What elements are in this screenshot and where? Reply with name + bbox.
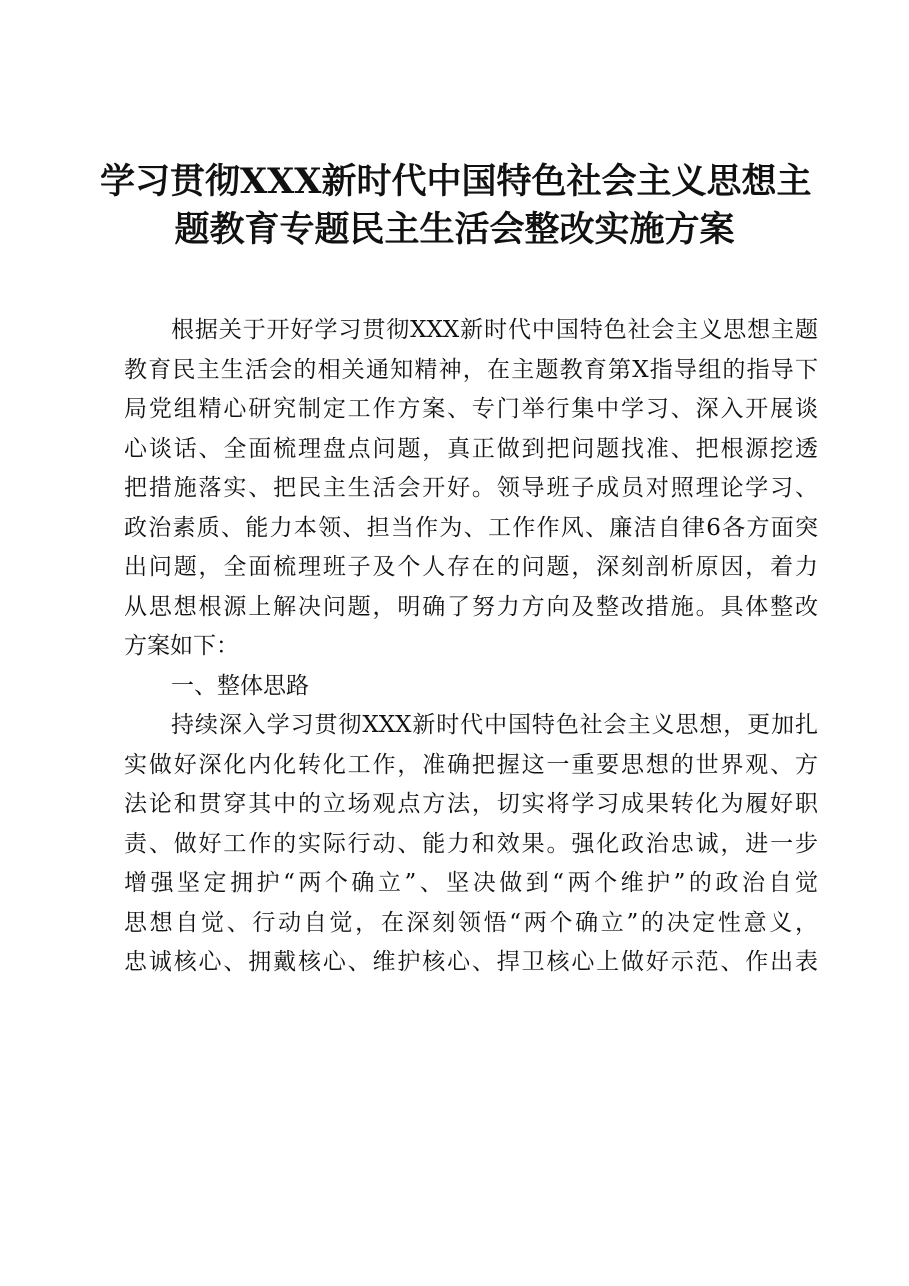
- document-body: [124, 311, 818, 983]
- intro-paragraph: [124, 311, 818, 667]
- text-line: 从思想根源上解决问题，明确了努力方向及整改措施。具体整改: [124, 593, 818, 620]
- text-line: 教育民主生活会的相关通知精神，在主题教育第X指导组的指导下: [124, 356, 818, 383]
- section-1-paragraph: [124, 706, 818, 983]
- text-line: 持续深入学习贯彻XXX新时代中国特色社会主义思想，更加扎: [171, 712, 818, 738]
- text-line: 出问题，全面梳理班子及个人存在的问题，深刻剖析原因，着力: [124, 554, 818, 580]
- text-line: 法论和贯穿其中的立场观点方法，切实将学习成果转化为履好职: [124, 791, 818, 817]
- section-heading: [124, 667, 818, 707]
- text-line: 增强坚定拥护“两个确立”、坚决做到“两个维护”的政治自觉: [124, 870, 818, 896]
- text-line: 心谈话、全面梳理盘点问题，真正做到把问题找准、把根源挖透: [124, 435, 818, 462]
- text-line: 政治素质、能力本领、担当作为、工作作风、廉洁自律6各方面突: [124, 514, 818, 541]
- text-line: 思想自觉、行动自觉，在深刻领悟“两个确立”的决定性意义，: [124, 909, 818, 936]
- text-line: 实做好深化内化转化工作，准确把握这一重要思想的世界观、方: [124, 751, 818, 778]
- text-line: 忠诚核心、拥戴核心、维护核心、捍卫核心上做好示范、作出表: [124, 949, 818, 975]
- text-line: 局党组精心研究制定工作方案、专门举行集中学习、深入开展谈: [124, 396, 818, 422]
- title-line: 题教育专题民主生活会整改实施方案: [174, 209, 735, 250]
- document-title: [100, 158, 812, 254]
- title-line: 学习贯彻XXX新时代中国特色社会主义思想主: [100, 161, 812, 202]
- text-line: 责、做好工作的实际行动、能力和效果。强化政治忠诚，进一步: [124, 830, 818, 857]
- section-heading-text: 一、整体思路: [171, 672, 309, 699]
- text-line: 方案如下：: [124, 633, 239, 659]
- text-line: 根据关于开好学习贯彻XXX新时代中国特色社会主义思想主题: [171, 317, 818, 343]
- text-line: 把措施落实、把民主生活会开好。领导班子成员对照理论学习、: [124, 475, 818, 501]
